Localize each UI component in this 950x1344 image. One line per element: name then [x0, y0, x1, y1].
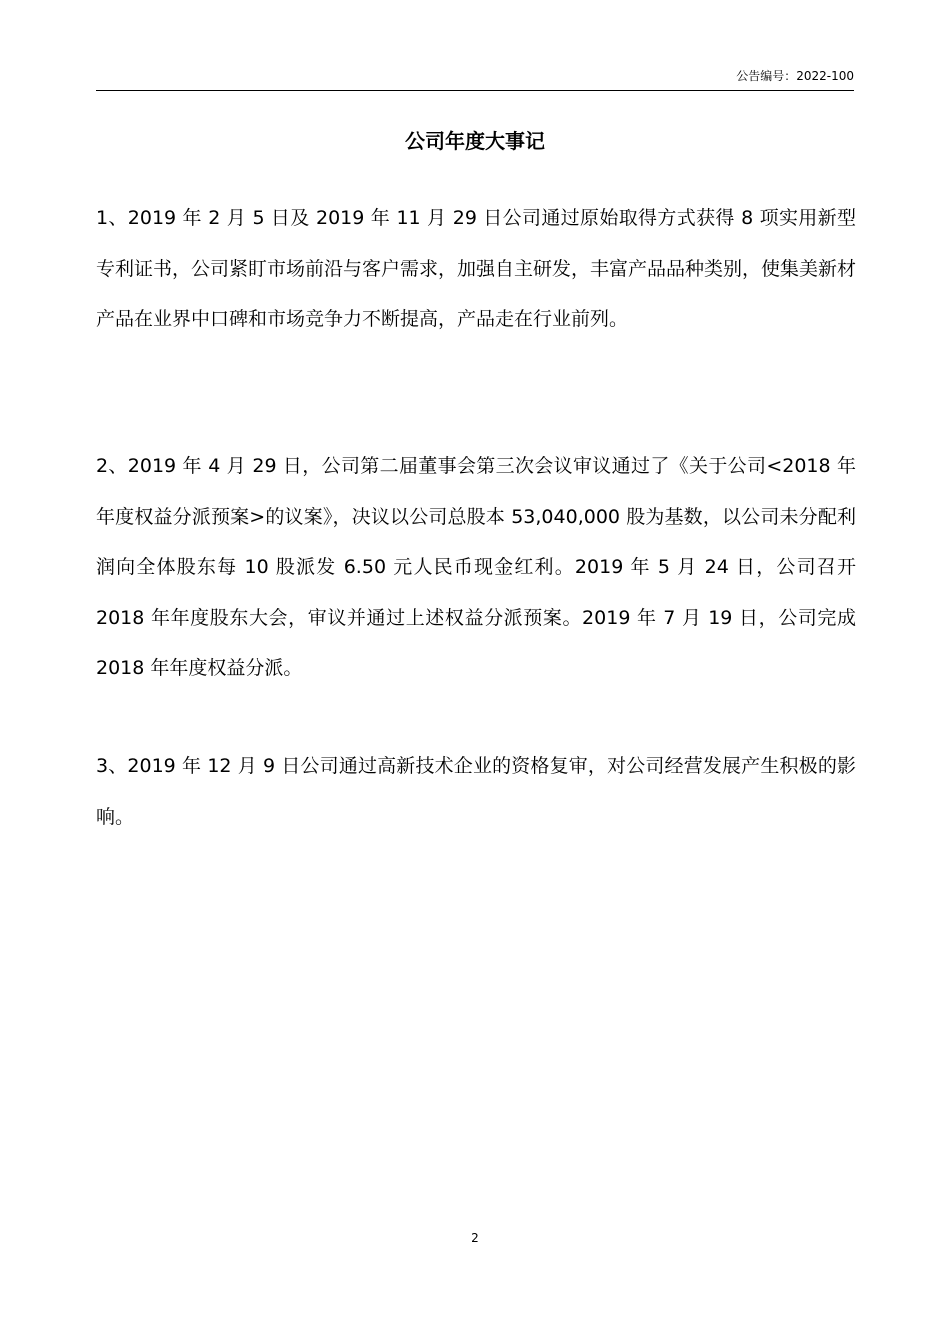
paragraph-patents: 1、2019 年 2 月 5 日及 2019 年 11 月 29 日公司通过原始取得方式获得 8 项实用新型专利证书，公司紧盯市场前沿与客户需求，加强自主研发，丰富产品品种类别，使集美新材产品在业界中口碑和市场竞争力不断提高，产品走在行业前列。 [96, 207, 857, 330]
paragraph-dividend: 2、2019 年 4 月 29 日，公司第二届董事会第三次会议审议通过了《关于公司<2018 年年度权益分派预案>的议案》，决议以公司总股本 53,040,000 股为基数，以公司未分配利润向全体股东每 10 股派发 6.50 元人民币现金红利。2019 年 5 月 24 日，公司召开 2018 年年度股东大会，审议并通过上述权益分派预案。2019 年 7 月 19 日，公司完成 2018 年年度权益分派。 [96, 455, 856, 679]
announcement-number: 公告编号：2022-100 [736, 69, 854, 83]
page-title: 公司年度大事记 [405, 129, 545, 153]
page-header [96, 66, 854, 91]
page-number: 2 [471, 1231, 479, 1245]
paragraph-high-tech-review: 3、2019 年 12 月 9 日公司通过高新技术企业的资格复审，对公司经营发展产生积极的影响。 [96, 755, 856, 828]
